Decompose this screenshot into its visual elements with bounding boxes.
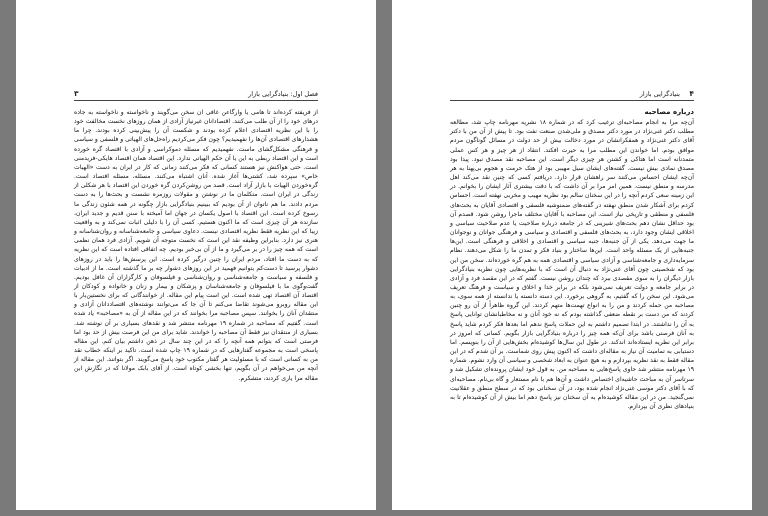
right-page (392, 0, 752, 510)
running-title: بنیادگرایی بازار (639, 90, 680, 98)
right-page-header (450, 86, 694, 101)
left-page (16, 0, 376, 510)
page-number: ۴ (689, 89, 694, 98)
section-title: درباره مصاحبه (644, 108, 694, 116)
body-paragraph: از فریفته کرده‌اند تا هامی یا وارگاعن غافی ان سخن می‌گویند و ناخواسته و ناخواسته به جاده درهای خود را از آن طلب می‌کنند. اقتصادانان غیرنیاز آزادی از همان روزهای نخست مخالفت خود را با این نظریه اقتصادی اعلام کرده بودند و شکست آن را پیش‌بینی کرده بودند. چرا ما هشدارهای اقتصادی آن‌ها را نفهمیدیم؟ چون فکر می‌کردیم راه‌حل‌های الهیاتی و فلسفی و سیاسی و فرهنگی مشکل‌گشای ماست. نفهمیدیم که مسئله دموکراسی و آزادی با اقتصاد گره خورده است و این اقتصاد ربطی به این یا آن حکم الهیاتی ندارد. این اقتصاد همان اقتصاد هایکی-فریدمنی است. حتی هواکنش نیز هستند کسانی که فکر می‌کنند زمانی که کار در ایران به دست «الهیات خاص» سپرده شد، کشتی‌ها آغاز شده. آنان اشتباه می‌کنند. مسئله، مسئله اقتصاد است. گره‌خوردن الهیات با بازار آزاد است. قصد من روشن‌کردن گره‌ خوردن این اقتصاد با هر شکلی از زندگی در ایران است. متکلمان ما در نوشتن و مقولات روزمره نشست و بحث‌ها را به دست مردم دادند. ما هم ناتوان از آن بودیم که ببینیم بنیادگرایی بازار چگونه در همه شئون زندگی ما رسوخ کرده است. این اقتصاد با اصول یکسان در جهان اما آمیخته با سنن قدیم و جدید ایران، سازنده هر آن چیزی است که ما اکنون هستیم. کسی آن را با دلیلی اثبات نمی‌کند و به واقعیت زیبا که این نظریه فقط نظریه اقتصادی نیست. دعاوی سیاسی و جامعه‌شناسانه و روان‌شناسانه و هنری نیز دارد. بنابراین وظیفه نقد این است که نخست متوجه آن شویم. آزادی فرد همان نظمی است که همه چیز را در بر می‌گیرد و ما از آن بی‌خبر بودیم. چه اتفاقی افتاده است که این نظریه که به دست ما افتاد، مردم ایران را چنین درگیر کرده است. این پرسش‌ها را باید در روزهای دشوار پرسید تا دست‌کم بتوانیم فهمید در این روزهای دشوار چه بر ما گذشته است. ما از ادبیات و فلسفه و سیاست و جامعه‌شناسی و روان‌شناسی و فیلسوفان و کارگزاران آن غافل بودیم. گفت‌وگوی ما با فیلسوفان و جامعه‌شناسان و پزشکان و بیمار و زنان و خانواده و کودکان از اقتصاد آن اقتصاد تهی شده است. این است پیام این مقاله. از خوانندگانی که برای نخستین‌بار با این مقاله روبرو می‌شوند تقاضا می‌کنم تا آن جا که می‌توانند نوشته‌های اقتصاددانان آزادی و منتقدان آنان را بخوانند. سپس مصاحبه مرا بخوانند که در این مقاله از آن به «مصاحبه» یاد شده است. گفتیم که مصاحبه در شماره ۱۹ مهرنامه منتشر شد و نقدهای بسیاری بر آن نوشته شد. بسیاری از منتقدان نیز فقط آن مصاحبه را خواندند. شاید برای من این فرصت بیش از حد بود اما فرصتی است که بتوانم همه آنچه را که در این چند سال در ذهن داشتم بیان کنم. این مقاله پاسخی است به مجموعه گفتارهایی که در شماره ۱۹ چاپ شده است. تاکید بر اینکه خطاب نقد من به کسانی است که با مسئولیت هر گفتار مکتوب خود پاسخ می‌گویند. اگر بتوانند. این مقاله از آنچه من می‌خواهم در آن بگویم، تنها بخشی کوتاه است. از آقای بابک مولانا که در نگارش این مقاله مرا یاری کردند، متشکرم. (74, 109, 318, 382)
body-paragraph: آن‌چه مرا به انجام مصاحبه‌ای ترغیب کرد که در شماره ۱۸ نشریه مهرنامه چاپ شد، مطالعه مطلب دکتر غنی‌نژاد در مورد دکتر مصدق و ملی‌شدن صنعت نفت بود. تا پیش از آن من با دکتر آقای دکتر غنی‌نژاد و همفکرانشان در مورد دخالت بیش از حد دولت در مسائل گوناگون مردم موافق بودم. اما خواندن این مطلب مرا به حیرت افکند. انتقاد از هر چیز و هر کس عملی متمدنانه است اما هتاکی و کشتن هر چیزی دیگر است. این مصاحبه نقد مصدق نبود. پیدا بود مصدق نمادی بیش نیست. گفته‌های ایشان سیل مهیبی بود از هتک حرمت و هجوم بی‌پهنا به هر آن‌چه ایشان احساس می‌کنند سر راهشان قرار دارد. دریافتم کسی که چنین نقد می‌کند اهل مدرسه و منطق نیست. همین امر مرا بر آن داشت که با دقت بیشتری آثار ایشان را بخوانم. در این زمینه سعی کردم آنچه را در این سخنان سالم بود نظریه مهیب و مخربی نهفته است. احساس کردم برای آشکار شدن منطق نهفته در گفته‌های ضمنوشیه فلسفی و اقتصادی آقایان به بحث‌های فلسفی و منطقی و تاریخی نیاز است. این مصاحبه با آقایان مختلف ماجرا روشن شود. قصدم آن بود حداقل نشان دهم بحث‌های شیرینی که در جامعه درباره صلاحیت یا عدم صلاحیت سیاسی و اخلاقی ایشان وجود دارد، به بحث‌های فلسفی و اقتصادی و سیاسی و فرهنگی جوانان و نوجوانان ما جهت می‌دهد. یکی از آن جنبه‌ها، جنبه سیاسی و اقتصادی و اخلاقی و فرهنگی است. این‌ها جنبه‌هایی از یک مسئله واحد است. این‌ها ساختار و بنیاد فکر و تمدن ما را شکل می‌دهند. نظام سرمایه‌داری و جامعه‌شناسی و آزادی سیاسی و اقتصادی همه به هم گره خورده‌اند. سخن من این بود که شخصیتی چون آقای غنی‌نژاد به دنبال آن است که با نظریه‌هایی چون نظریه بنیادگرایی بازار دیگران را به سوی مقصدی ببرد که چندان روشن نیست. گفتم که در این مقصد فرد و آزادی در برابر جامعه و دولت تعریف نمی‌شود بلکه در برابر خدا و اخلاق و سیاست و فرهنگ تعریف می‌شود. این سخن را که گفتیم، به گروهی برخورد. این دسته دانسته یا ندانسته از همه سوی، به مصاحبه من حمله کردند و من را به انواع تهمت‌ها متهم کردند. این گروه ظاهراً از آن رو چنین کردند که من دست بر نقطه ضعفی گذاشته بودم که نه خود آنان و نه مخاطبانشان توانایی پاسخ به آن را نداشتند. در ابتدا تصمیم داشتم به این حملات پاسخ ندهم اما بعدها فکر کردم شاید پاسخ به آنان فرصتی باشد برای آن‌که همه چیز را درباره بنیادگرایی بازار بگویم. کسانی که امروز در برابر این نظریه ایستاده‌اند اندکند. در طول این سال‌ها کوشیده‌ام بخش‌هایی از آن را بنویسم. اما دستیابی به تمامیت آن نیاز به مقاله‌ای داشت که اکنون پیش روی شماست. بر آن شدم که در این مقاله فقط به نقد نظریه بپردازم و به هیچ عنوان به ابعاد شخصی و سیاسی آن وارد نشوم. شماره ۱۹ مهرنامه منتشر شد حاوی پاسخ‌هایی به مصاحبه من. به قول خود ایشان پرونده‌ای تشکیل شد و سرتاسر آن به مباحث حاشیه‌ای اختصاص داشت و آن‌ها هم با نام مستعار و گاه بی‌نام. مصاحبه‌ای که با آقای دکتر موسی غنی‌نژاد انجام شده بود، در آن سخنانی بود که در سطح منطق و عقلانیت نمی‌گنجید. من در این مقاله کوشیده‌ام به آن سخنان نیز پاسخ دهم اما بیش از آن کوشیده‌ام تا به بنیادهای نظری آن بپردازم. (450, 119, 694, 410)
page-number: ۳ (74, 89, 79, 98)
left-page-header (74, 86, 318, 101)
running-title: فصل اول: بنیادگرایی بازار (248, 90, 318, 98)
left-page-body (74, 108, 318, 383)
right-page-body (450, 108, 694, 411)
